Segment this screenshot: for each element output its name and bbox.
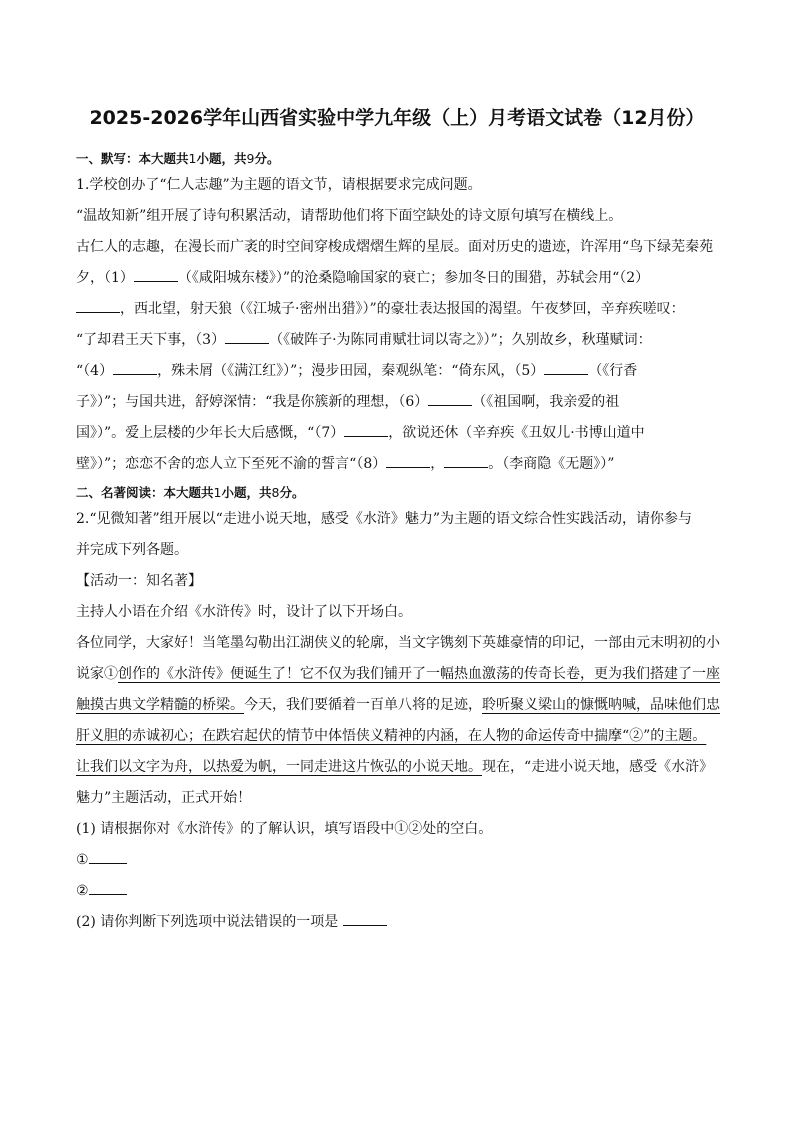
q2-sub1: (1) 请根据你对《水浒传》的了解认识，填写语段中①②处的空白。 [76,821,493,837]
q2-sub2: (2) 请你判断下列选项中说法错误的一项是 [76,907,718,938]
speech-line-d: 肝义胆的赤诚初心；在跌宕起伏的情节中体悟侠义精神的内涵，在人物的命运传奇中揣摩“②”的主题。 [76,728,707,744]
q1-line-a: 古仁人的志趣，在漫长而广袤的时空间穿梭成熠熠生辉的星辰。面对历史的遗迹，许浑用“鸟下绿芜秦苑 [76,239,714,255]
section-1-count: 1 [188,151,197,166]
answer-blank-5[interactable] [544,359,588,375]
section-1-tail: 分。 [254,151,280,166]
q1-line-d: “了却君王天下事，（3） （《破阵子·为陈同甫赋壮词以寄之》）”；久别故乡，秋瑾赋词： [76,325,718,356]
answer-blank-3[interactable] [225,328,269,344]
activity-1-heading: 【活动一：知名著】 [76,573,202,589]
exam-title: 2025-2026学年山西省实验中学九年级（上）月考语文试卷（12月份） [89,107,705,129]
question-1 [76,170,718,480]
host-intro: 主持人小语在介绍《水浒传》时，设计了以下开场白。 [76,604,412,620]
answer-blank-2[interactable] [76,297,120,313]
q1-line-e: “（4） ，殊未屑（《满江红》）”；漫步田园，秦观纵笔：“倚东风，（5） （《行香 [76,356,718,387]
section-2-tail: 分。 [279,485,305,500]
q2-stem-b: 并完成下列各题。 [76,542,188,558]
answer-blank-4[interactable] [113,359,157,375]
speech-line-b: 说家①创作的《水浒传》便诞生了！它不仅为我们铺开了一幅热血激荡的传奇长卷，更为我们搭建了一座 [76,666,720,682]
q2-blank-2-row: ② [76,876,718,907]
q1-line-c: ，西北望，射天狼（《江城子·密州出猎》）”的豪壮表达报国的渴望。午夜梦回，辛弃疾嗟叹： [76,294,718,325]
q1-intro: “温故知新”组开展了诗句积累活动，请帮助他们将下面空缺处的诗文原句填写在横线上。 [76,208,623,224]
section-1-score: 9 [246,151,255,166]
q1-line-h: 壁》）”；恋恋不舍的恋人立下至死不渝的誓言“（8） ， 。（李商隐《无题》）” [76,449,718,480]
section-2-label: 二、名著阅读：本大题共 [76,485,214,500]
answer-blank-7[interactable] [344,421,388,437]
q2-blank-1-row: ① [76,845,718,876]
section-2-score: 8 [271,485,280,500]
section-2-count: 1 [213,485,222,500]
answer-blank-6[interactable] [428,390,472,406]
answer-blank-1[interactable] [134,266,178,282]
q2-stem-a: 2.“见微知著”组开展以“走进小说天地，感受《水浒》魅力”为主题的语文综合性实践活动，请你参与 [76,511,692,527]
section-2-heading [76,482,718,504]
q1-line-f: 子》）”；与国共进，舒婷深情：“我是你簇新的理想，（6） （《祖国啊，我亲爱的祖 [76,387,718,418]
answer-blank-q2-choice[interactable] [343,910,387,926]
speech-line-f: 魅力”主题活动，正式开始！ [76,790,252,806]
answer-blank-q2-2[interactable] [89,879,127,895]
q1-line-g: 国》）”。爱上层楼的少年长大后感慨，“（7） ，欲说还休（辛弃疾《丑奴儿·书博山道中 [76,418,718,449]
speech-line-a: 各位同学，大家好！当笔墨勾勒出江湖侠义的轮廓，当文字镌刻下英雄豪情的印记，一部由元末明初的小 [76,635,720,651]
section-1-label: 一、默写：本大题共 [76,151,189,166]
section-1-heading [76,148,718,170]
speech-line-e: 让我们以文字为舟，以热爱为帆，一同走进这片恢弘的小说天地。现在，“走进小说天地，感受《水浒》 [76,759,714,775]
answer-blank-8a[interactable] [386,452,430,468]
q1-line-b: 夕，（1） （《咸阳城东楼》）”的沧桑隐喻国家的衰亡；参加冬日的围猎，苏轼会用“（2） [76,263,718,294]
speech-line-c: 触摸古典文学精髓的桥梁。今天，我们要循着一百单八将的足迹，聆听聚义梁山的慷慨呐喊，品味他们忠 [76,697,720,713]
answer-blank-8b[interactable] [444,452,488,468]
section-1-mid: 小题，共 [196,151,247,166]
section-2-mid: 小题，共 [221,485,272,500]
answer-blank-q2-1[interactable] [89,848,127,864]
q1-stem: 1.学校创办了“仁人志趣”为主题的语文节，请根据要求完成问题。 [76,177,482,193]
question-2 [76,504,718,938]
